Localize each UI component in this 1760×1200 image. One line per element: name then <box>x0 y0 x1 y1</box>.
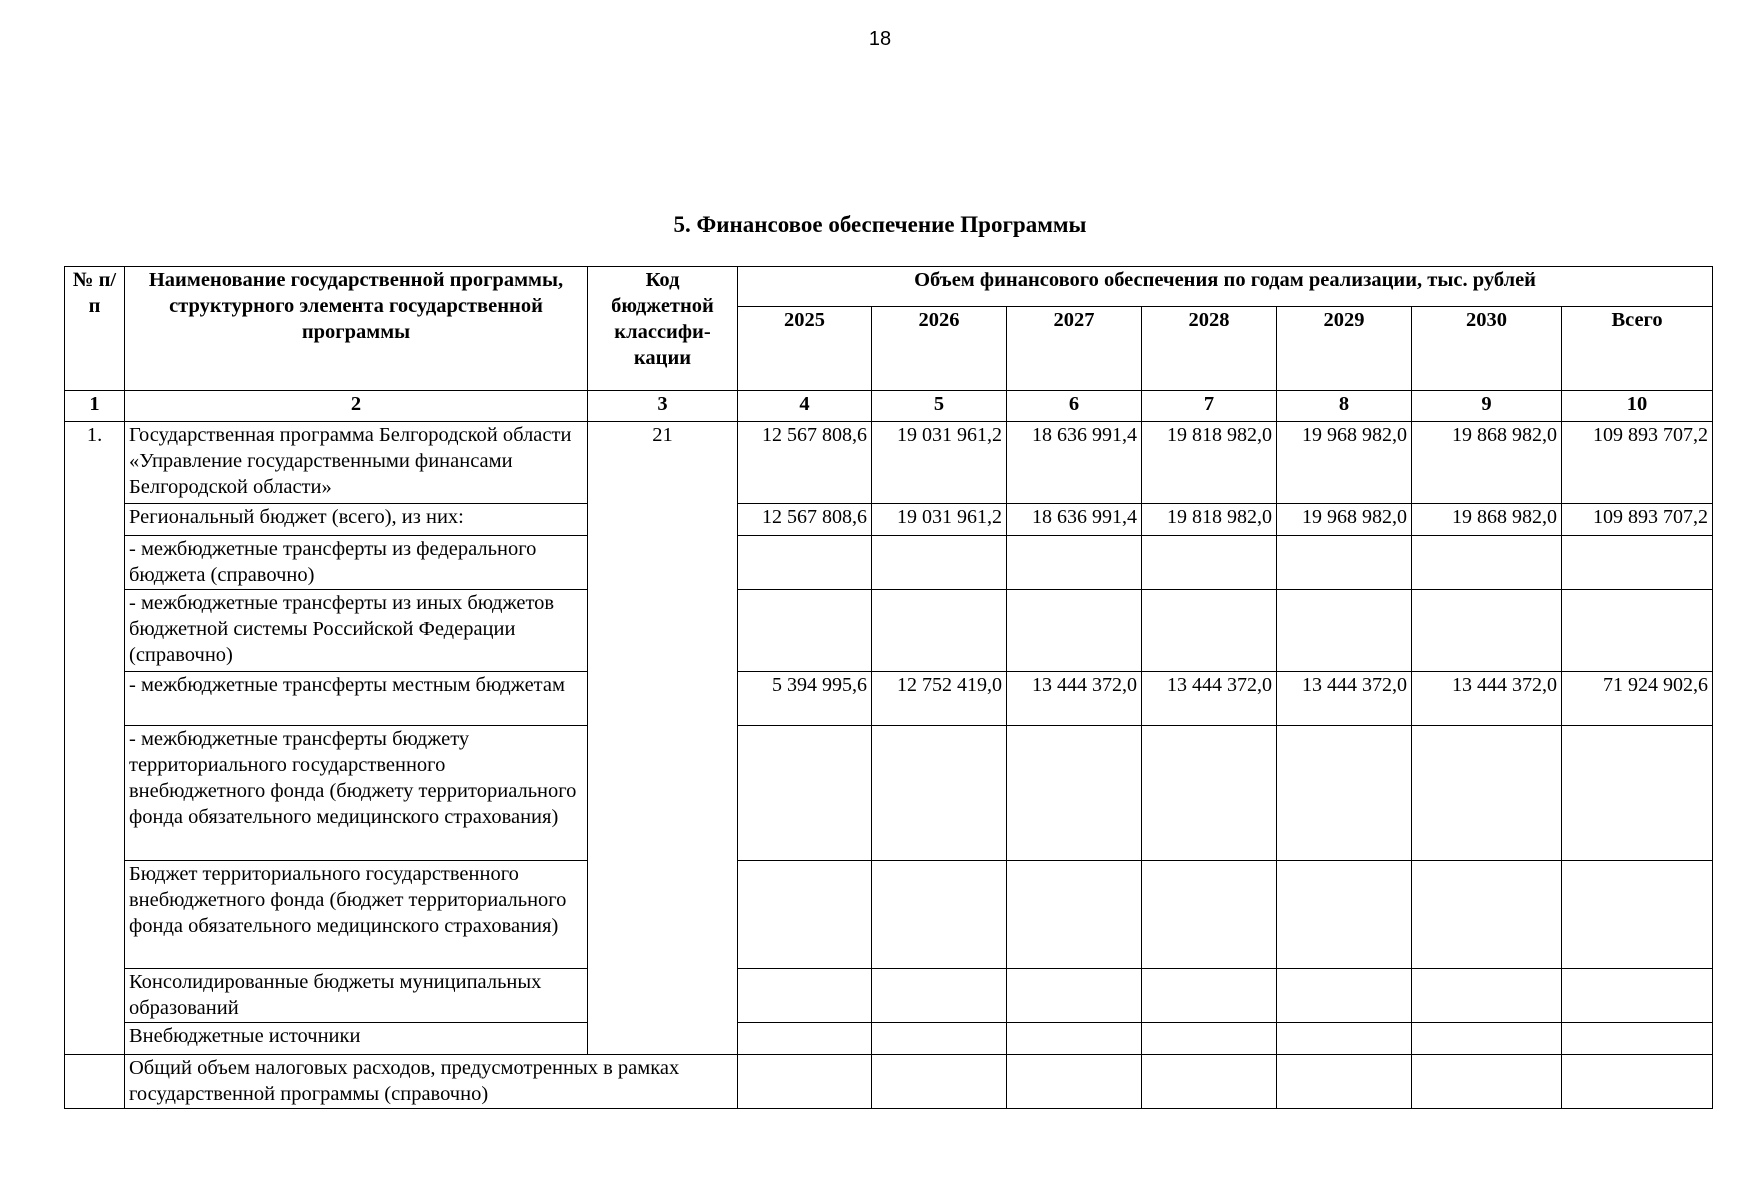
value-cell <box>1007 536 1142 590</box>
value-cell: 19 868 982,0 <box>1412 422 1562 504</box>
table-row <box>65 504 1713 536</box>
header-code: Код бюджетной классифи-кации <box>588 267 738 391</box>
table-row <box>65 422 1713 504</box>
table-row <box>65 861 1713 969</box>
value-cell <box>738 1023 872 1055</box>
value-cell <box>1142 1055 1277 1109</box>
table-row <box>65 536 1713 590</box>
value-cell <box>872 861 1007 969</box>
index-cell: 8 <box>1277 391 1412 422</box>
value-cell: 13 444 372,0 <box>1007 672 1142 726</box>
header-year: 2030 <box>1412 307 1562 391</box>
table-row <box>65 590 1713 672</box>
header-volume: Объем финансового обеспечения по годам реализации, тыс. рублей <box>738 267 1713 307</box>
value-cell: 13 444 372,0 <box>1142 672 1277 726</box>
value-cell <box>1277 726 1412 861</box>
header-year: 2029 <box>1277 307 1412 391</box>
value-cell <box>1007 861 1142 969</box>
value-cell: 13 444 372,0 <box>1412 672 1562 726</box>
value-cell <box>1142 969 1277 1023</box>
value-cell <box>1277 969 1412 1023</box>
value-cell: 19 031 961,2 <box>872 504 1007 536</box>
value-cell <box>1277 590 1412 672</box>
header-total: Всего <box>1562 307 1713 391</box>
value-cell <box>1007 1055 1142 1109</box>
table-row <box>65 726 1713 861</box>
value-cell <box>738 726 872 861</box>
value-cell <box>1562 590 1713 672</box>
section-title: 5. Финансовое обеспечение Программы <box>673 212 1087 237</box>
value-cell <box>1142 726 1277 861</box>
index-cell: 7 <box>1142 391 1277 422</box>
tax-expenditure-row <box>65 1055 1713 1109</box>
row-name: Государственная программа Белгородской области «Управление государственными финансами Белгородской области» <box>125 422 588 504</box>
value-cell <box>1007 1023 1142 1055</box>
table-row <box>65 969 1713 1023</box>
table-row <box>65 1023 1713 1055</box>
header-year: 2027 <box>1007 307 1142 391</box>
row-name: - межбюджетные трансферты бюджету территориального государственного внебюджетного фонда (бюджету территориального фонда обязательного медицинского страхования) <box>125 726 588 861</box>
value-cell: 18 636 991,4 <box>1007 504 1142 536</box>
value-cell <box>1412 861 1562 969</box>
value-cell <box>1562 861 1713 969</box>
page-number: 18 <box>868 28 892 50</box>
index-cell: 9 <box>1412 391 1562 422</box>
financing-table <box>64 266 1713 1109</box>
table-row <box>65 672 1713 726</box>
row-name: - межбюджетные трансферты из федерального бюджета (справочно) <box>125 536 588 590</box>
value-cell <box>1562 969 1713 1023</box>
value-cell <box>1277 1055 1412 1109</box>
row-number <box>65 1055 125 1109</box>
value-cell <box>1412 1055 1562 1109</box>
value-cell: 109 893 707,2 <box>1562 504 1713 536</box>
value-cell <box>1562 1023 1713 1055</box>
index-row <box>65 391 1713 422</box>
index-cell: 3 <box>588 391 738 422</box>
value-cell: 19 968 982,0 <box>1277 422 1412 504</box>
index-cell: 6 <box>1007 391 1142 422</box>
value-cell: 12 567 808,6 <box>738 504 872 536</box>
value-cell <box>872 590 1007 672</box>
row-code: 21 <box>588 422 738 1055</box>
value-cell <box>872 726 1007 861</box>
value-cell: 19 968 982,0 <box>1277 504 1412 536</box>
value-cell <box>1412 726 1562 861</box>
value-cell <box>1412 969 1562 1023</box>
row-name: Консолидированные бюджеты муниципальных образований <box>125 969 588 1023</box>
value-cell <box>1412 590 1562 672</box>
value-cell <box>1277 861 1412 969</box>
value-cell <box>1142 861 1277 969</box>
row-name: Внебюджетные источники <box>125 1023 588 1055</box>
header-row-1 <box>65 267 1713 307</box>
row-name: - межбюджетные трансферты местным бюджетам <box>125 672 588 726</box>
value-cell: 19 818 982,0 <box>1142 504 1277 536</box>
value-cell: 19 818 982,0 <box>1142 422 1277 504</box>
value-cell <box>1562 726 1713 861</box>
value-cell: 71 924 902,6 <box>1562 672 1713 726</box>
value-cell <box>1277 1023 1412 1055</box>
value-cell <box>1142 590 1277 672</box>
index-cell: 1 <box>65 391 125 422</box>
value-cell <box>738 536 872 590</box>
row-name: - межбюджетные трансферты из иных бюджетов бюджетной системы Российской Федерации (справочно) <box>125 590 588 672</box>
value-cell <box>1007 726 1142 861</box>
value-cell: 12 752 419,0 <box>872 672 1007 726</box>
value-cell <box>872 1055 1007 1109</box>
row-name: Общий объем налоговых расходов, предусмотренных в рамках государственной программы (справочно) <box>125 1055 738 1109</box>
value-cell: 18 636 991,4 <box>1007 422 1142 504</box>
value-cell: 5 394 995,6 <box>738 672 872 726</box>
value-cell <box>1007 590 1142 672</box>
row-number: 1. <box>65 422 125 1055</box>
value-cell <box>1007 969 1142 1023</box>
value-cell <box>1412 1023 1562 1055</box>
value-cell <box>872 969 1007 1023</box>
value-cell <box>1562 536 1713 590</box>
value-cell <box>872 536 1007 590</box>
header-name: Наименование государственной программы, структурного элемента государственной программы <box>125 267 588 391</box>
value-cell <box>1142 1023 1277 1055</box>
index-cell: 4 <box>738 391 872 422</box>
header-year: 2026 <box>872 307 1007 391</box>
value-cell <box>1412 536 1562 590</box>
header-year: 2028 <box>1142 307 1277 391</box>
value-cell: 13 444 372,0 <box>1277 672 1412 726</box>
row-name: Бюджет территориального государственного внебюджетного фонда (бюджет территориального фонда обязательного медицинского страхования) <box>125 861 588 969</box>
value-cell <box>738 1055 872 1109</box>
value-cell: 109 893 707,2 <box>1562 422 1713 504</box>
row-name: Региональный бюджет (всего), из них: <box>125 504 588 536</box>
index-cell: 5 <box>872 391 1007 422</box>
value-cell <box>738 969 872 1023</box>
header-num: № п/п <box>65 267 125 391</box>
value-cell: 19 031 961,2 <box>872 422 1007 504</box>
value-cell: 19 868 982,0 <box>1412 504 1562 536</box>
value-cell <box>1562 1055 1713 1109</box>
value-cell <box>738 861 872 969</box>
value-cell <box>872 1023 1007 1055</box>
header-year: 2025 <box>738 307 872 391</box>
value-cell <box>738 590 872 672</box>
index-cell: 2 <box>125 391 588 422</box>
value-cell <box>1142 536 1277 590</box>
value-cell <box>1277 536 1412 590</box>
value-cell: 12 567 808,6 <box>738 422 872 504</box>
index-cell: 10 <box>1562 391 1713 422</box>
